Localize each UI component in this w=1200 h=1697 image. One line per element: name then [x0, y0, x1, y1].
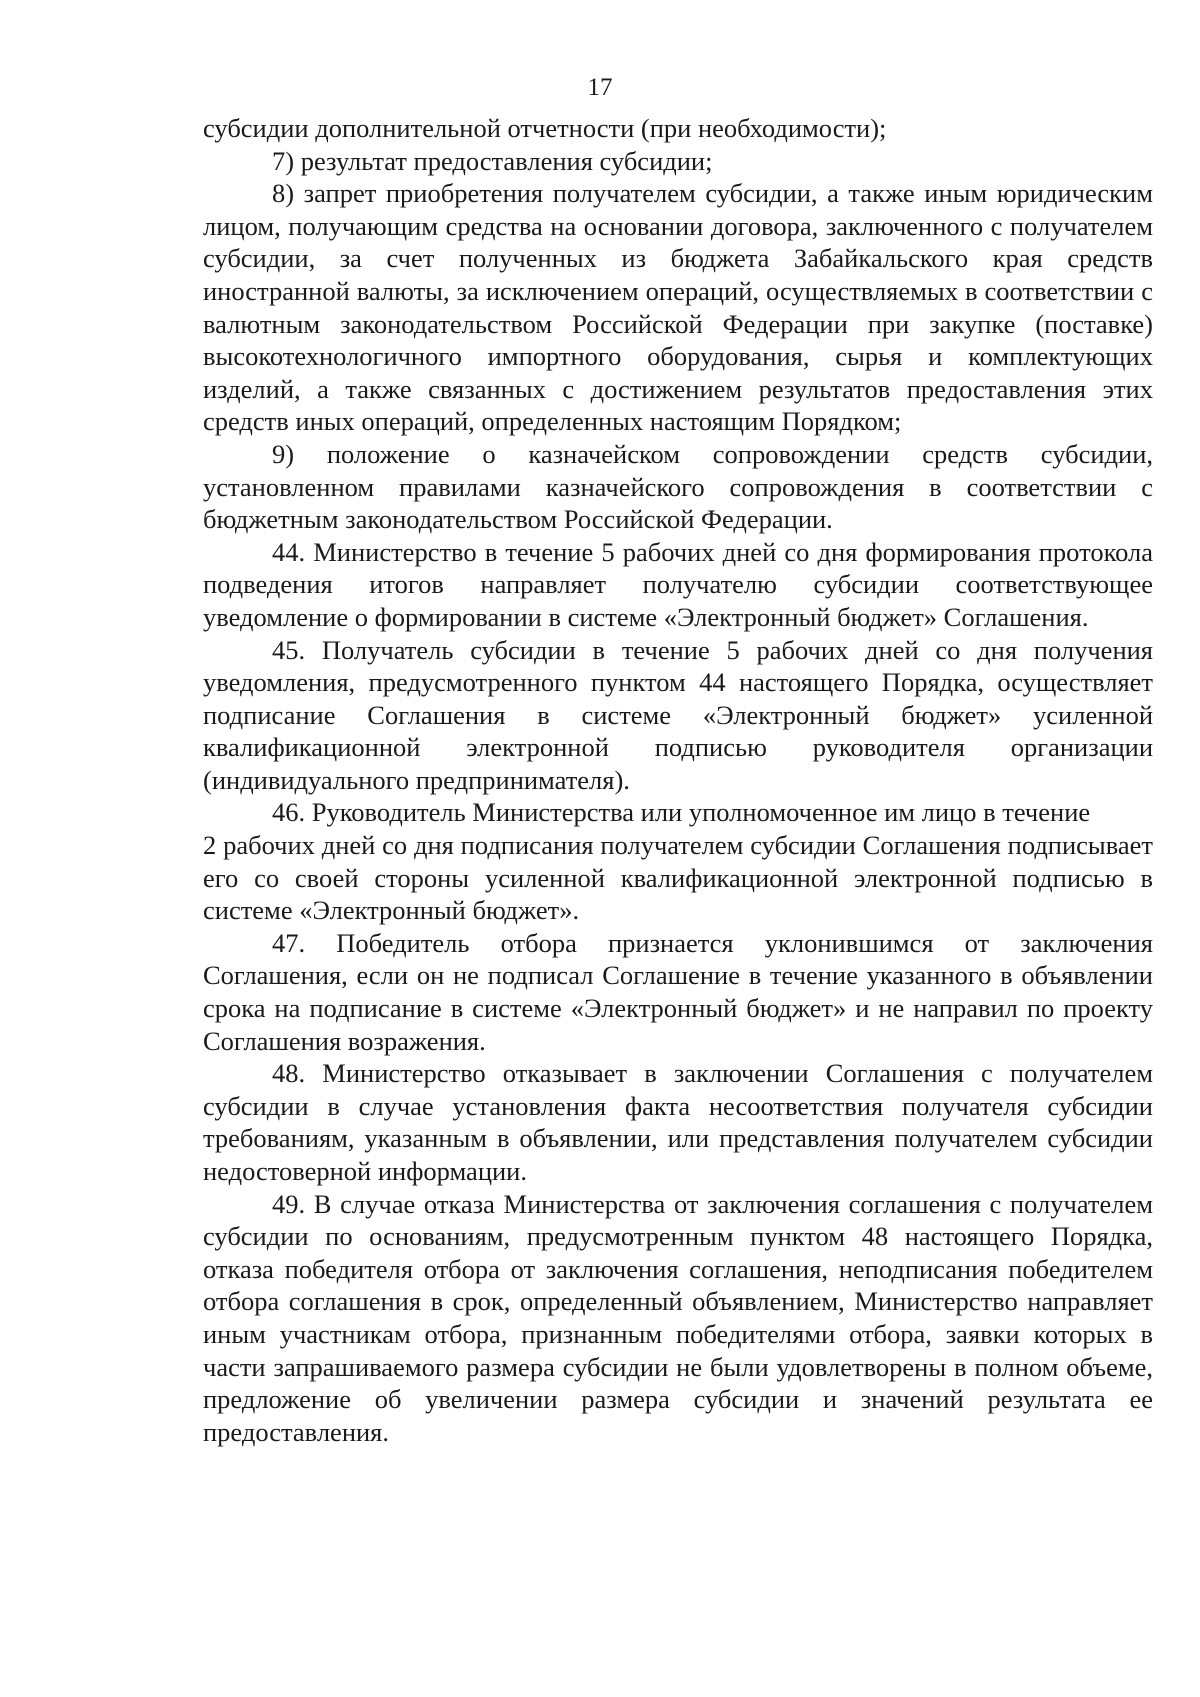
paragraph-item-8: 8) запрет приобретения получателем субсидии, а также иным юридическим лицом, получающим средства на основании договора, заключенного с получателем субсидии, за счет полученных из бюджета Забайкальского края средств иностранной валюты, за исключением операций, осуществляемых в соответствии с валютным законодательством Российской Федерации при закупке (поставке) высокотехнологичного импортного оборудования, сырья и комплектующих изделий, а также связанных с достижением результатов предоставления этих средств иных операций, определенных настоящим Порядком;: [203, 178, 1153, 437]
paragraph-47: 47. Победитель отбора признается уклонившимся от заключения Соглашения, если он не подписал Соглашение в течение указанного в объявлении срока на подписание в системе «Электронный бюджет» и не направил по проекту Соглашения возражения.: [203, 927, 1153, 1056]
paragraph-49: 49. В случае отказа Министерства от заключения соглашения с получателем субсидии по основаниям, предусмотренным пунктом 48 настоящего Порядка, отказа победителя отбора от заключения соглашения, неподписания победителем отбора соглашения в срок, определенный объявлением, Министерство направляет иным участникам отбора, признанным победителями отбора, заявки которых в части запрашиваемого размера субсидии не были удовлетворены в полном объеме, предложение об увеличении размера субсидии и значений результата ее предоставления.: [203, 1188, 1153, 1447]
paragraph-continuation: субсидии дополнительной отчетности (при необходимости);: [203, 113, 887, 143]
paragraph-item-7: 7) результат предоставления субсидии;: [272, 145, 713, 176]
paragraph-48: 48. Министерство отказывает в заключении Соглашения с получателем субсидии в случае установления факта несоответствия получателя субсидии требованиям, указанным в объявлении, или представления получателем субсидии недостоверной информации.: [203, 1058, 1153, 1186]
document-body: [203, 112, 1153, 1448]
paragraph-item-9: 9) положение о казначейском сопровождении средств субсидии, установленном правилами казначейского сопровождения в соответствии с бюджетным законодательством Российской Федерации.: [203, 438, 1153, 535]
paragraph-44: 44. Министерство в течение 5 рабочих дней со дня формирования протокола подведения итогов направляет получателю субсидии соответствующее уведомление о формировании в системе «Электронный бюджет» Соглашения.: [203, 536, 1153, 632]
paragraph-46: 46. Руководитель Министерства или уполномоченное им лицо в течение: [272, 797, 1091, 828]
paragraph-45: 45. Получатель субсидии в течение 5 рабочих дней со дня получения уведомления, предусмотренного пунктом 44 настоящего Порядка, осуществляет подписание Соглашения в системе «Электронный бюджет» усиленной квалификационной электронной подписью руководителя организации (индивидуального предпринимателя).: [203, 634, 1153, 795]
paragraph-46-continuation: 2 рабочих дней со дня подписания получателем субсидии Соглашения подписывает его со своей стороны усиленной квалификационной электронной подписью в системе «Электронный бюджет».: [203, 830, 1153, 926]
page-number: 17: [587, 74, 613, 101]
